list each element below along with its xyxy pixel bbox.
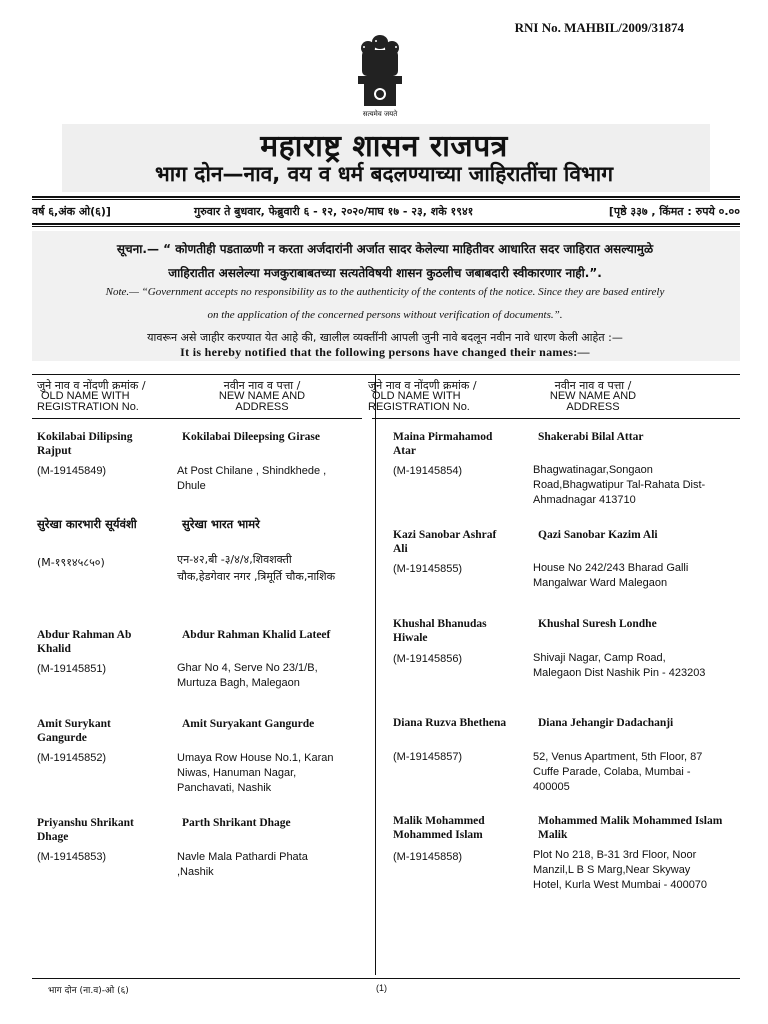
new-name: Shakerabi Bilal Attar — [538, 431, 644, 443]
address: Navle Mala Pathardi Phata ,Nashik — [177, 851, 308, 878]
issue-date: गुरुवार ते बुधवार, फेब्रुवारी ६ - १२, २०२०/माघ १७ - २३, शके १९४१ — [194, 205, 474, 218]
right-old-name-header — [368, 380, 508, 413]
new-header-english-2: ADDRESS — [235, 401, 289, 413]
new-name: Khushal Suresh Londhe — [538, 618, 657, 630]
new-name: Kokilabai Dileepsing Girase — [182, 431, 321, 443]
new-header-marathi: नवीन नाव व पत्ता / — [554, 379, 632, 392]
registration-number: (M-19145852) — [37, 752, 107, 764]
address: एन-४२,बी -३/४/४,शिवशक्ती चौक,हेडगेवार नगर ,त्रिमूर्ति चौक,नाशिक — [177, 553, 336, 583]
column-divider — [375, 375, 376, 975]
header-rule-bottom — [32, 223, 740, 225]
gazette-title: महाराष्ट्र शासन राजपत्र — [260, 129, 508, 164]
address: Ghar No 4, Serve No 23/1/B, Murtuza Bagh, Malegaon — [177, 662, 318, 689]
left-old-name-header — [37, 380, 167, 413]
address: Plot No 218, B-31 3rd Floor, Noor Manzil,L B S Marg,Near Skyway Hotel, Kurla West Mumbai - 400070 — [533, 849, 708, 891]
new-name: Diana Jehangir Dadachanji — [538, 717, 674, 729]
old-name: Amit Surykant Gangurde — [37, 718, 111, 744]
notified-english: It is hereby notified that the following persons have changed their names:— — [180, 345, 590, 359]
new-header-english-1: NEW NAME AND — [549, 390, 637, 402]
address: Umaya Row House No.1, Karan Niwas, Hanuman Nagar, Panchavati, Nashik — [177, 752, 334, 794]
old-header-marathi: जुने नाव व नोंदणी क्रमांक / — [368, 379, 477, 392]
old-name: Kazi Sanobar Ashraf Ali — [393, 529, 497, 555]
notified-marathi: यावरून असे जाहीर करण्यात येत आहे की, खालील व्यक्तींनी आपली जुनी नावे बदलून नवीन नावे धारण केली आहेत :— — [147, 331, 623, 344]
left-header-rule — [32, 418, 362, 419]
new-name: Abdur Rahman Khalid Lateef — [182, 629, 331, 641]
address: 52, Venus Apartment, 5th Floor, 87 Cuffe Parade, Colaba, Mumbai - 400005 — [533, 751, 703, 793]
old-header-english-1: OLD NAME WITH — [372, 390, 461, 402]
registration-number: (M-19145849) — [37, 465, 107, 477]
header-rule-top — [32, 196, 740, 198]
new-name: Qazi Sanobar Kazim Ali — [538, 529, 658, 541]
header-rule-bottom-thin — [32, 226, 740, 227]
old-name: Diana Ruzva Bhethena — [393, 717, 507, 729]
new-name: सुरेखा भारत भामरे — [182, 517, 260, 531]
old-name: Maina Pirmahamod Atar — [393, 431, 493, 457]
registration-number: (M-१९१४५८५०) — [37, 556, 105, 569]
old-name: Kokilabai Dilipsing Rajput — [37, 431, 133, 457]
old-name: Abdur Rahman Ab Khalid — [37, 629, 132, 655]
footer-section-label: भाग दोन (ना.व)-ओ (६) — [48, 986, 129, 996]
registration-number: (M-19145851) — [37, 663, 107, 675]
new-name: Parth Shrikant Dhage — [182, 817, 291, 829]
address: At Post Chilane , Shindkhede , Dhule — [177, 465, 327, 492]
old-name: सुरेखा कारभारी सूर्यवंशी — [37, 517, 137, 531]
registration-number: (M-19145858) — [393, 851, 463, 863]
notice-english-line2: on the application of the concerned persons without verification of documents.”. — [207, 309, 563, 321]
notice-english-line1: Note.— “Government accepts no responsibility as to the authenticity of the contents of the notice. Since they are based entirely — [105, 286, 665, 298]
rni-number: RNI No. MAHBIL/2009/31874 — [514, 20, 684, 35]
registration-number: (M-19145857) — [393, 751, 463, 763]
page-price: [पृष्ठे ३३७ , किंमत : रुपये ०.०० — [608, 205, 740, 218]
old-name: Priyanshu Shrikant Dhage — [37, 817, 134, 843]
old-header-english-1: OLD NAME WITH — [41, 390, 130, 402]
old-header-marathi: जुने नाव व नोंदणी क्रमांक / — [37, 379, 146, 392]
old-name: Malik Mohammed Mohammed Islam — [393, 815, 485, 841]
header-rule-top-thin — [32, 199, 740, 200]
old-name: Khushal Bhanudas Hiwale — [393, 618, 487, 644]
address: Shivaji Nagar, Camp Road, Malegaon Dist Nashik Pin - 423203 — [533, 652, 706, 679]
notice-marathi-line1: सूचना.— “ कोणतीही पडताळणी न करता अर्जदारांनी अर्जात सादर केलेल्या माहितीवर आधारित सदर जाहिरात असल्यामुळे — [116, 242, 654, 256]
right-new-name-header — [523, 380, 663, 413]
address: House No 242/243 Bharad Galli Mangalwar Ward Malegaon — [533, 562, 689, 589]
table-top-rule — [32, 374, 740, 375]
notice-marathi-line2: जाहिरातीत असलेल्या मजकुराबाबतच्या सत्यतेविषयी शासन कुठलीच जबाबदारी स्वीकारणार नाही.”. — [168, 266, 602, 280]
registration-number: (M-19145856) — [393, 653, 463, 665]
emblem-motto: सत्यमेव जयते — [362, 110, 398, 118]
registration-number: (M-19145854) — [393, 465, 463, 477]
registration-number: (M-19145855) — [393, 563, 463, 575]
new-header-english-2: ADDRESS — [566, 401, 620, 413]
new-name: Mohammed Malik Mohammed Islam Malik — [538, 815, 723, 841]
address: Bhagwatinagar,Songaon Road,Bhagwatipur Tal-Rahata Dist-Ahmadnagar 413710 — [533, 464, 706, 506]
new-header-english-1: NEW NAME AND — [218, 390, 306, 402]
right-header-rule — [372, 418, 740, 419]
old-header-english-2: REGISTRATION No. — [37, 401, 139, 413]
gazette-subtitle: भाग दोन—नाव, वय व धर्म बदलण्याच्या जाहिरातींचा विभाग — [154, 162, 614, 186]
page-number: (1) — [376, 983, 387, 993]
issue-number: वर्ष ६,अंक ओ(६)] — [32, 205, 111, 218]
footer-rule — [32, 978, 740, 979]
old-header-english-2: REGISTRATION No. — [368, 401, 470, 413]
new-name: Amit Suryakant Gangurde — [182, 718, 315, 730]
new-header-marathi: नवीन नाव व पत्ता / — [223, 379, 301, 392]
registration-number: (M-19145853) — [37, 851, 107, 863]
state-emblem-icon — [350, 32, 410, 122]
left-new-name-header — [192, 380, 332, 413]
issue-meta-row — [32, 202, 740, 220]
